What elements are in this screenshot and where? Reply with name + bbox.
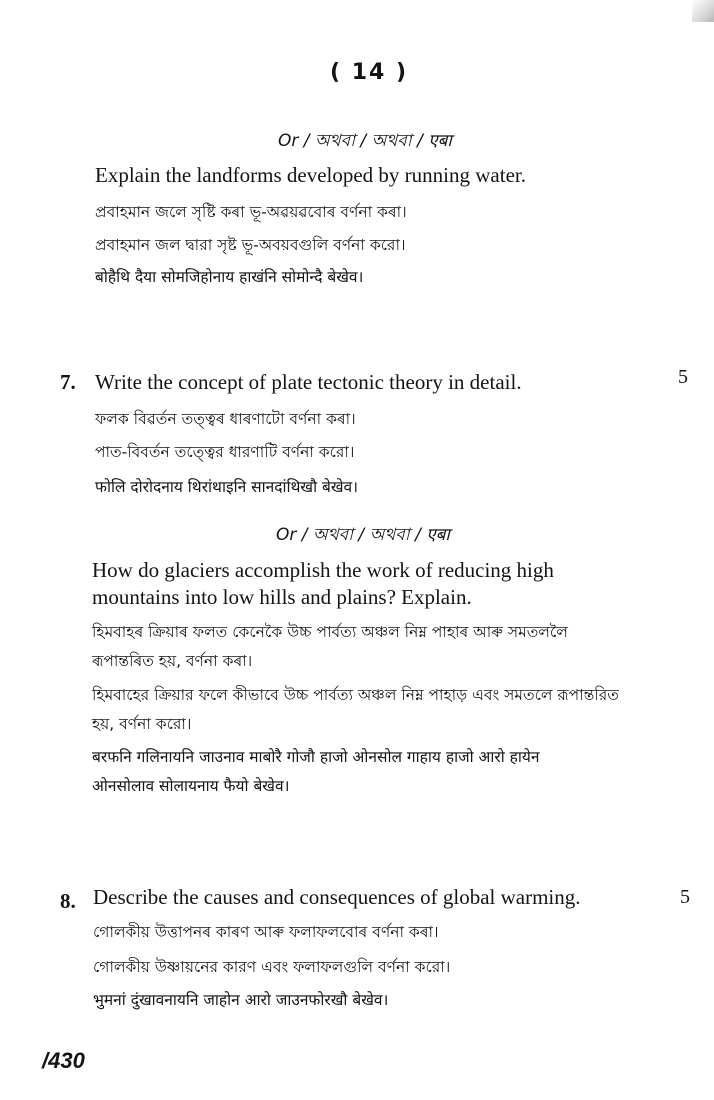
question-marks: 5 <box>680 886 690 908</box>
q6-alt-assamese: প্ৰবাহমান জলে সৃষ্টি কৰা ভূ-অৱয়ৱবোৰ বৰ্ণনা কৰা। <box>95 203 407 221</box>
q7-alt-assamese-line1: হিমবাহৰ ক্ৰিয়াৰ ফলত কেনেকৈ উচ্চ পাৰ্বত্য অঞ্চল নিম্ন পাহাৰ আৰু সমতললৈ <box>92 623 568 641</box>
q7-alt-assamese-line2: ৰূপান্তৰিত হয়, বৰ্ণনা কৰা। <box>92 652 253 670</box>
q8-bodo: भुमनां दुंखावनायनि जाहोन आरो जाउनफोरखौ बेखेव। <box>93 991 389 1009</box>
q7-alt-bodo-line1: बरफनि गलिनायनि जाउनाव माबोरै गोजौ हाजो ओनसोल गाहाय हाजो आरो हायेन <box>92 748 540 766</box>
question-number: 8. <box>60 889 76 913</box>
question-marks: 5 <box>678 366 688 388</box>
q8-english: Describe the causes and consequences of global warming. <box>93 885 581 909</box>
q7-bodo: फोलि दोरोदनाय थिरांथाइनि सानदांथिखौ बेखेव। <box>95 478 359 496</box>
q8-bengali: গোলকীয় উষ্ণায়নের কারণ এবং ফলাফলগুলি বর্ণনা করো। <box>93 958 451 976</box>
q7-english: Write the concept of plate tectonic theory in detail. <box>95 370 522 394</box>
page-corner-curl <box>692 0 714 22</box>
q7-alt-english-line2: mountains into low hills and plains? Explain. <box>92 585 472 609</box>
q7-alt-bengali-line2: হয়, বর্ণনা করো। <box>92 715 192 733</box>
or-separator: Or / অথবা / অথবা / एबा <box>276 525 450 545</box>
or-separator: Or / অথবা / অথবা / एबा <box>278 131 452 151</box>
q7-alt-english-line1: How do glaciers accomplish the work of reducing high <box>92 558 554 582</box>
q7-alt-bengali-line1: হিমবাহের ক্রিয়ার ফলে কীভাবে উচ্চ পার্বত্য অঞ্চল নিম্ন পাহাড় এবং সমতলে রূপান্তরিত <box>92 686 619 704</box>
q7-bengali: পাত-বিবর্তন তত্ত্বের ধারণাটি বর্ণনা করো। <box>95 443 355 461</box>
q7-assamese: ফলক বিৱৰ্তন তত্ত্বৰ ধাৰণাটো বৰ্ণনা কৰা। <box>95 410 356 428</box>
q6-alt-bodo: बोहैथि दैया सोमजिहोनाय हाखंनि सोमोन्दै बेखेव। <box>95 268 364 286</box>
page-number: ( 14 ) <box>330 60 409 85</box>
question-number: 7. <box>60 370 76 394</box>
q6-alt-english: Explain the landforms developed by running water. <box>95 163 526 187</box>
paper-code: /430 <box>42 1048 85 1073</box>
q7-alt-bodo-line2: ओनसोलाव सोलायनाय फैयो बेखेव। <box>92 777 290 795</box>
q6-alt-bengali: প্রবাহমান জল দ্বারা সৃষ্ট ভূ-অবয়বগুলি বর্ণনা করো। <box>95 236 406 254</box>
q8-assamese: গোলকীয় উত্তাপনৰ কাৰণ আৰু ফলাফলবোৰ বৰ্ণনা কৰা। <box>93 923 439 941</box>
